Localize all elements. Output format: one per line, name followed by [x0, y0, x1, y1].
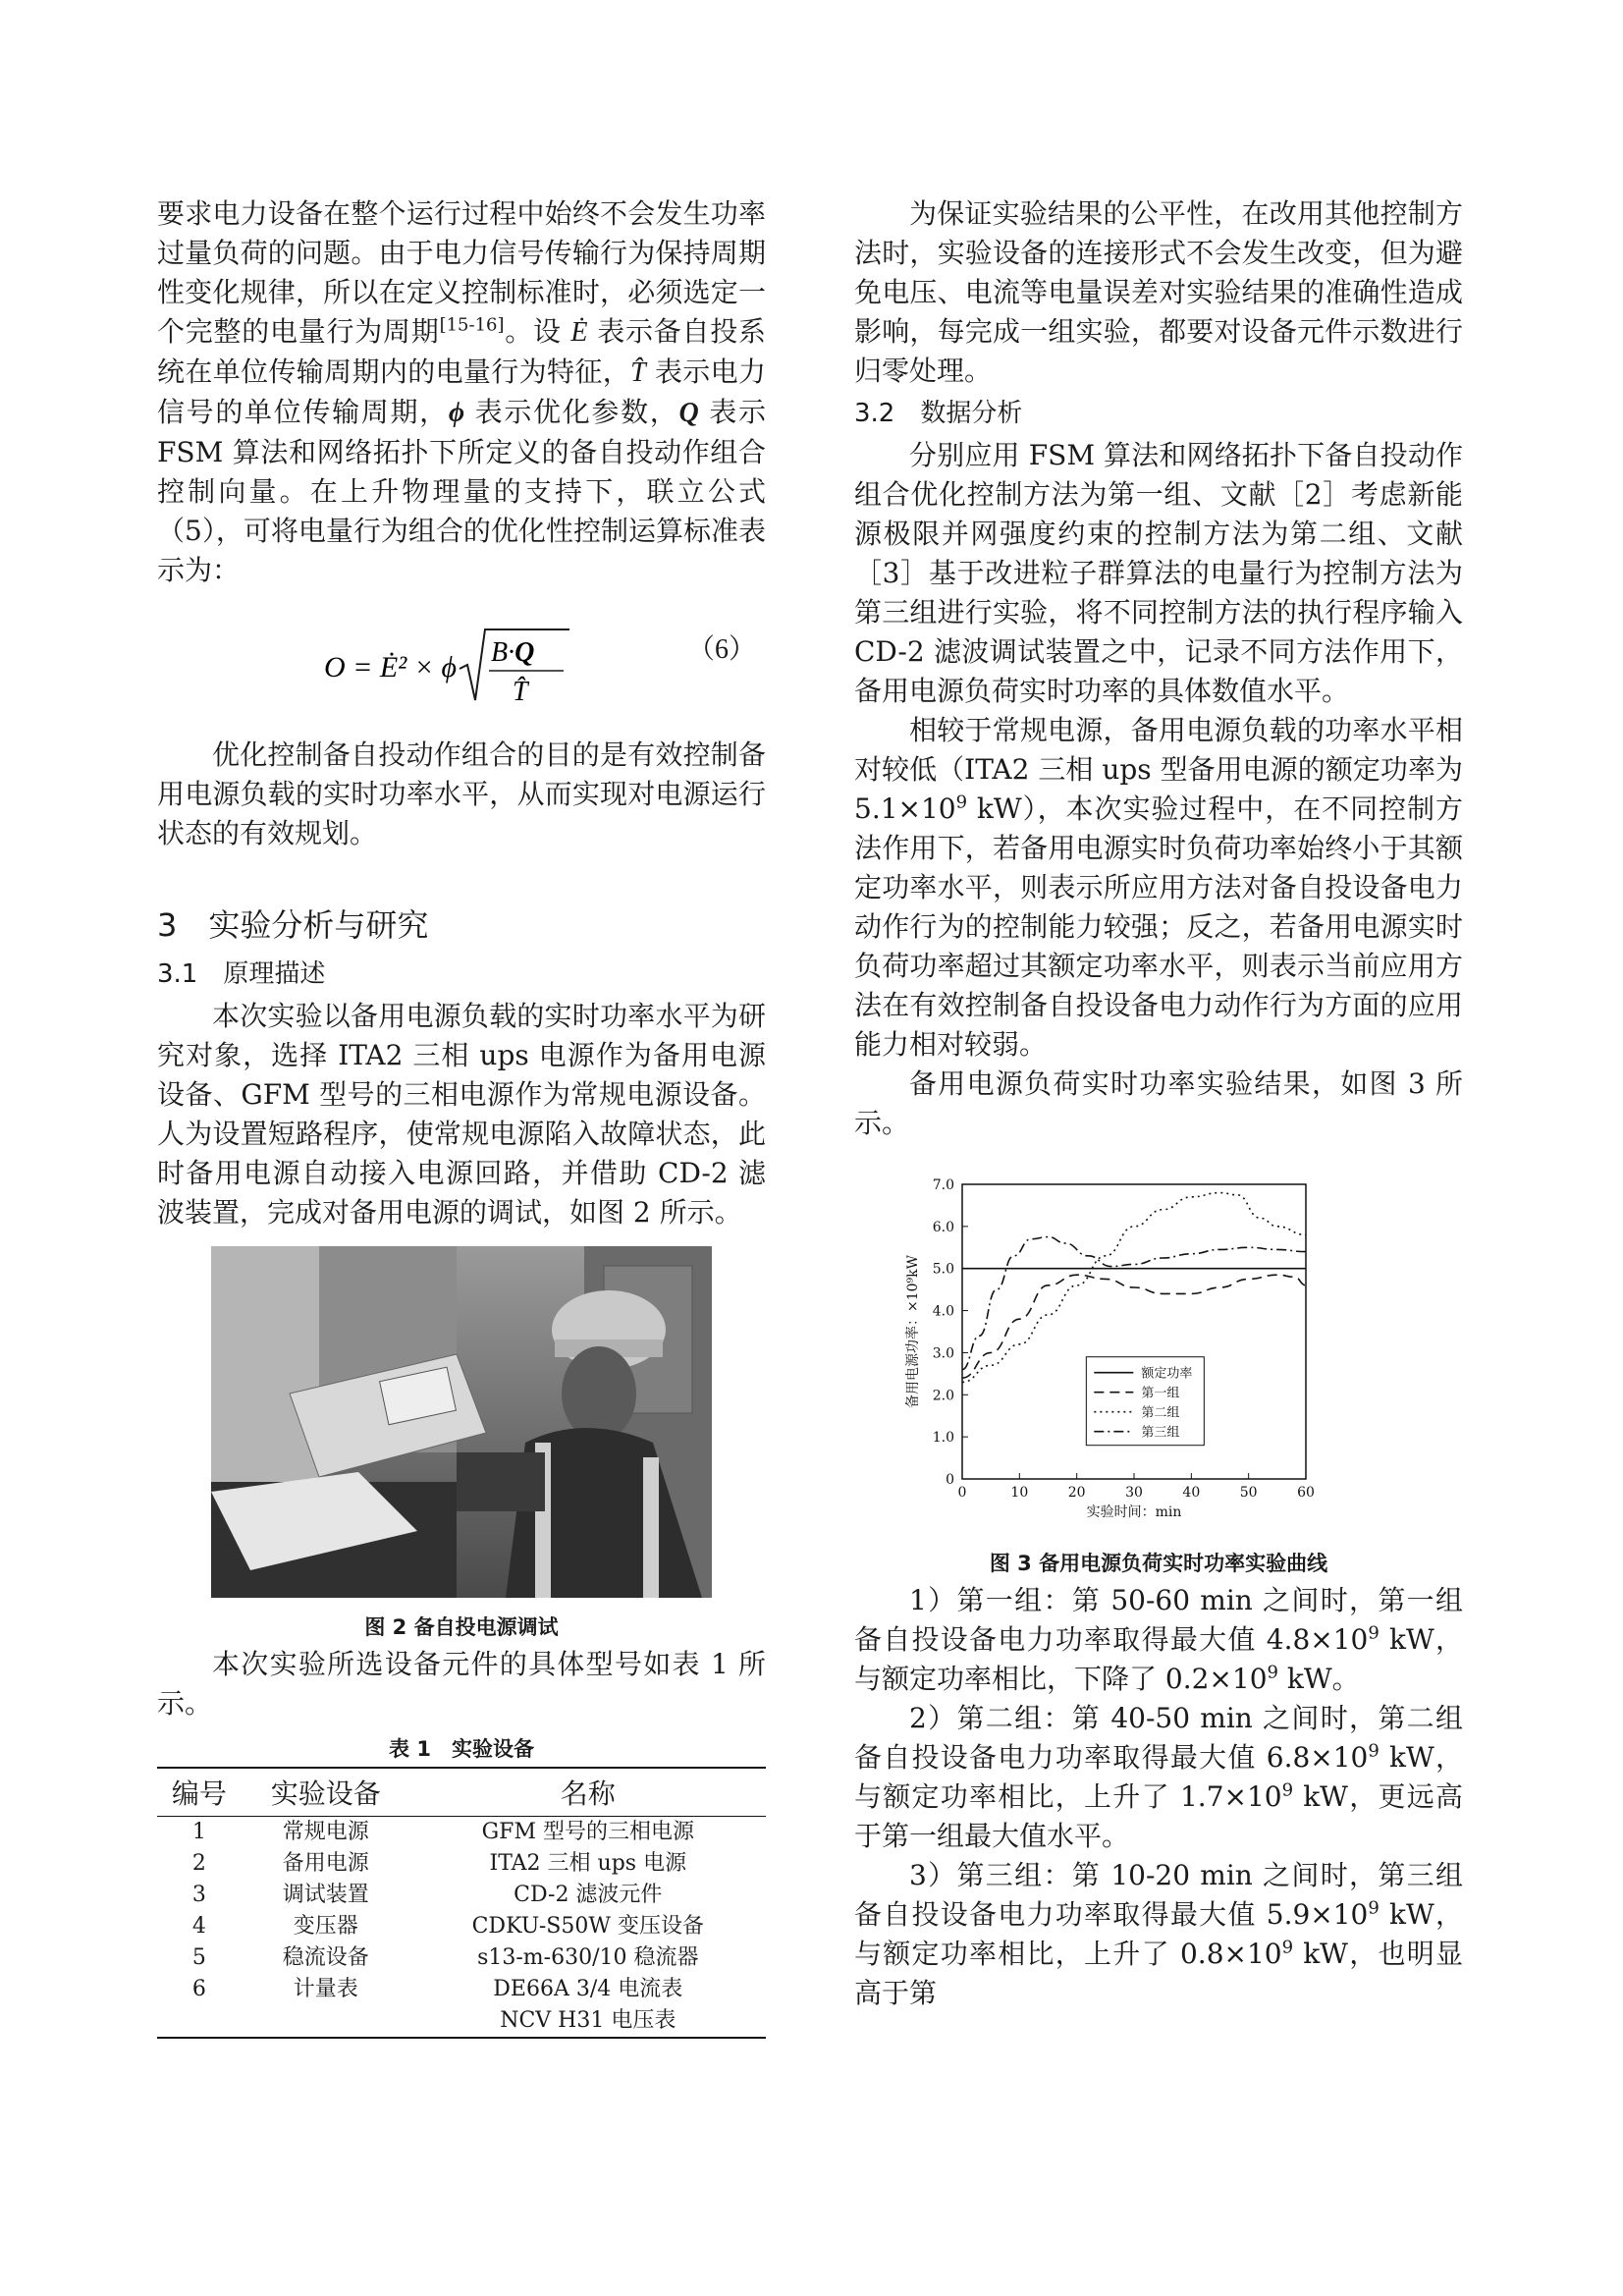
- y-tick-label: 7.0: [932, 1177, 954, 1193]
- legend-label: 额定功率: [1141, 1366, 1193, 1382]
- table-row: 5 稳流设备 s13-m-630/10 稳流器: [191, 1945, 699, 1970]
- figure-3-caption: 图 3 备用电源负荷实时功率实验曲线: [989, 1552, 1328, 1575]
- x-tick-label: 20: [1067, 1485, 1086, 1501]
- x-tick-label: 10: [1010, 1485, 1029, 1501]
- right-column: [854, 194, 1463, 2013]
- y-tick-label: 6.0: [932, 1219, 954, 1235]
- svg-text:O = Ė² × ϕ: O = Ė² × ϕ: [324, 651, 457, 683]
- paragraph: 为保证实验结果的公平性，在改用其他控制方法时，实验设备的连接形式不会发生改变，但为避免电压、电流等电量误差对实验结果的准确性造成影响，每完成一组实验，都要对设备元件示数进行归零处理。: [854, 197, 1463, 387]
- y-tick-label: 4.0: [932, 1303, 954, 1320]
- subsection-heading: 3.1 原理描述: [157, 959, 326, 989]
- section-heading: 3 实验分析与研究: [157, 906, 429, 944]
- left-column: [157, 194, 766, 2039]
- y-tick-label: 0: [946, 1472, 954, 1488]
- table-1-caption: 表 1 实验设备: [389, 1737, 534, 1761]
- table-row: 2 备用电源 ITA2 三相 ups 电源: [191, 1851, 687, 1876]
- y-axis-label: 备用电源功率：×10⁹kW: [905, 1254, 921, 1409]
- experiment-photo: [211, 1246, 712, 1598]
- figure-3-chart: [893, 1165, 1345, 1538]
- x-tick-label: 40: [1182, 1485, 1201, 1501]
- table-row: 1 常规电源 GFM 型号的三相电源: [191, 1820, 694, 1844]
- paragraph: 优化控制备自投动作组合的目的是有效控制备用电源负载的实时功率水平，从而实现对电源运行状态的有效规划。: [157, 738, 766, 849]
- paragraph: 要求电力设备在整个运行过程中始终不会发生功率过量负荷的问题。由于电力信号传输行为保持周期性变化规律，所以在定义控制标准时，必须选定一个完整的电量行为周期[15-16]。设 Ė 表示备自投系统在单位传输周期内的电量行为特征，T̂ 表示电力信号的单位传输周期，ϕ 表示优化参数，Q 表示 FSM 算法和网络拓扑下所定义的备自投动作组合控制向量。在上升物理量的支持下，联立公式（5），可将电量行为组合的优化性控制运算标准表示为：: [157, 197, 766, 586]
- equation-number: （6）: [686, 634, 756, 665]
- legend-label: 第三组: [1141, 1425, 1180, 1441]
- x-tick-label: 50: [1239, 1485, 1258, 1501]
- paragraph: 相较于常规电源，备用电源负载的功率水平相对较低（ITA2 三相 ups 型备用电源的额定功率为 $5.1\times 10^9$ kW），本次实验过程中，在不同控制方法作用下，若备用电源实时负荷功率始终小于其额定功率水平，则表示所应用方法对备自投设备电力动作行为的控制能力较强；反之，若备用电源实时负荷功率超过其额定功率水平，则表示当前应用方法在有效控制备自投设备电力动作行为方面的应用能力相对较弱。: [854, 714, 1463, 1061]
- table-row: NCV H31 电压表: [157, 2005, 766, 2038]
- x-axis-label: 实验时间：min: [1086, 1504, 1182, 1520]
- x-tick-label: 60: [1297, 1485, 1315, 1501]
- paragraph: 3）第三组：第 10-20 min 之间时，第三组备自投设备电力功率取得最大值 $5.9\times 10^9$ kW，与额定功率相比，上升了 $0.8\times 10^9$ kW，也明显高于第: [854, 1859, 1463, 2009]
- y-tick-label: 1.0: [932, 1430, 954, 1447]
- paragraph: 备用电源负荷实时功率实验结果，如图 3 所示。: [854, 1067, 1463, 1139]
- equation-formula: [324, 622, 579, 710]
- table-row: 6 计量表 DE66A 3/4 电流表: [191, 1977, 683, 2001]
- paragraph: 本次实验所选设备元件的具体型号如表 1 所示。: [157, 1648, 766, 1720]
- equation-6: [157, 600, 766, 718]
- svg-text:B·Q: B·Q: [491, 637, 535, 668]
- x-tick-label: 0: [957, 1485, 967, 1501]
- svg-text:T̂: T̂: [513, 677, 528, 707]
- table-row: 3 调试装置 CD-2 滤波元件: [191, 1883, 663, 1907]
- y-tick-label: 5.0: [932, 1261, 954, 1278]
- legend-label: 第一组: [1141, 1386, 1180, 1401]
- paragraph: 本次实验以备用电源负载的实时功率水平为研究对象，选择 ITA2 三相 ups 电源作为备用电源设备、GFM 型号的三相电源作为常规电源设备。人为设置短路程序，使常规电源陷入故障状态，此时备用电源自动接入电源回路，并借助 CD-2 滤波装置，完成对备用电源的调试，如图 2 所示。: [157, 1000, 766, 1229]
- table-header: 实验设备: [242, 1768, 410, 1817]
- table-header: 编号: [157, 1768, 242, 1817]
- series-line: [962, 1237, 1306, 1370]
- table-header: 名称: [410, 1768, 766, 1817]
- table-1: [157, 1767, 766, 2039]
- paragraph: 2）第二组：第 40-50 min 之间时，第二组备自投设备电力功率取得最大值 $6.8\times 10^9$ kW，与额定功率相比，上升了 $1.7\times 10^9$ kW，更远高于第一组最大值水平。: [854, 1702, 1463, 1852]
- paragraph: 1）第一组：第 50-60 min 之间时，第一组备自投设备电力功率取得最大值 $4.8\times 10^9$ kW，与额定功率相比，下降了 $0.2\times 10^9$ kW。: [854, 1584, 1463, 1695]
- figure-2-caption: 图 2 备自投电源调试: [364, 1615, 559, 1639]
- legend-label: 第二组: [1141, 1405, 1180, 1421]
- citation: [15-16]: [439, 314, 505, 336]
- x-tick-label: 30: [1125, 1485, 1143, 1501]
- y-tick-label: 2.0: [932, 1388, 954, 1404]
- y-tick-label: 3.0: [932, 1345, 954, 1362]
- subsection-heading: 3.2 数据分析: [854, 399, 1023, 428]
- table-row: 4 变压器 CDKU-S50W 变压设备: [191, 1914, 704, 1939]
- paragraph: 分别应用 FSM 算法和网络拓扑下备自投动作组合优化控制方法为第一组、文献［2］考虑新能源极限并网强度约束的控制方法为第二组、文献［3］基于改进粒子群算法的电量行为控制方法为第三组进行实验，将不同控制方法的执行程序输入 CD-2 滤波调试装置之中，记录不同方法作用下，备用电源负荷实时功率的具体数值水平。: [854, 439, 1463, 707]
